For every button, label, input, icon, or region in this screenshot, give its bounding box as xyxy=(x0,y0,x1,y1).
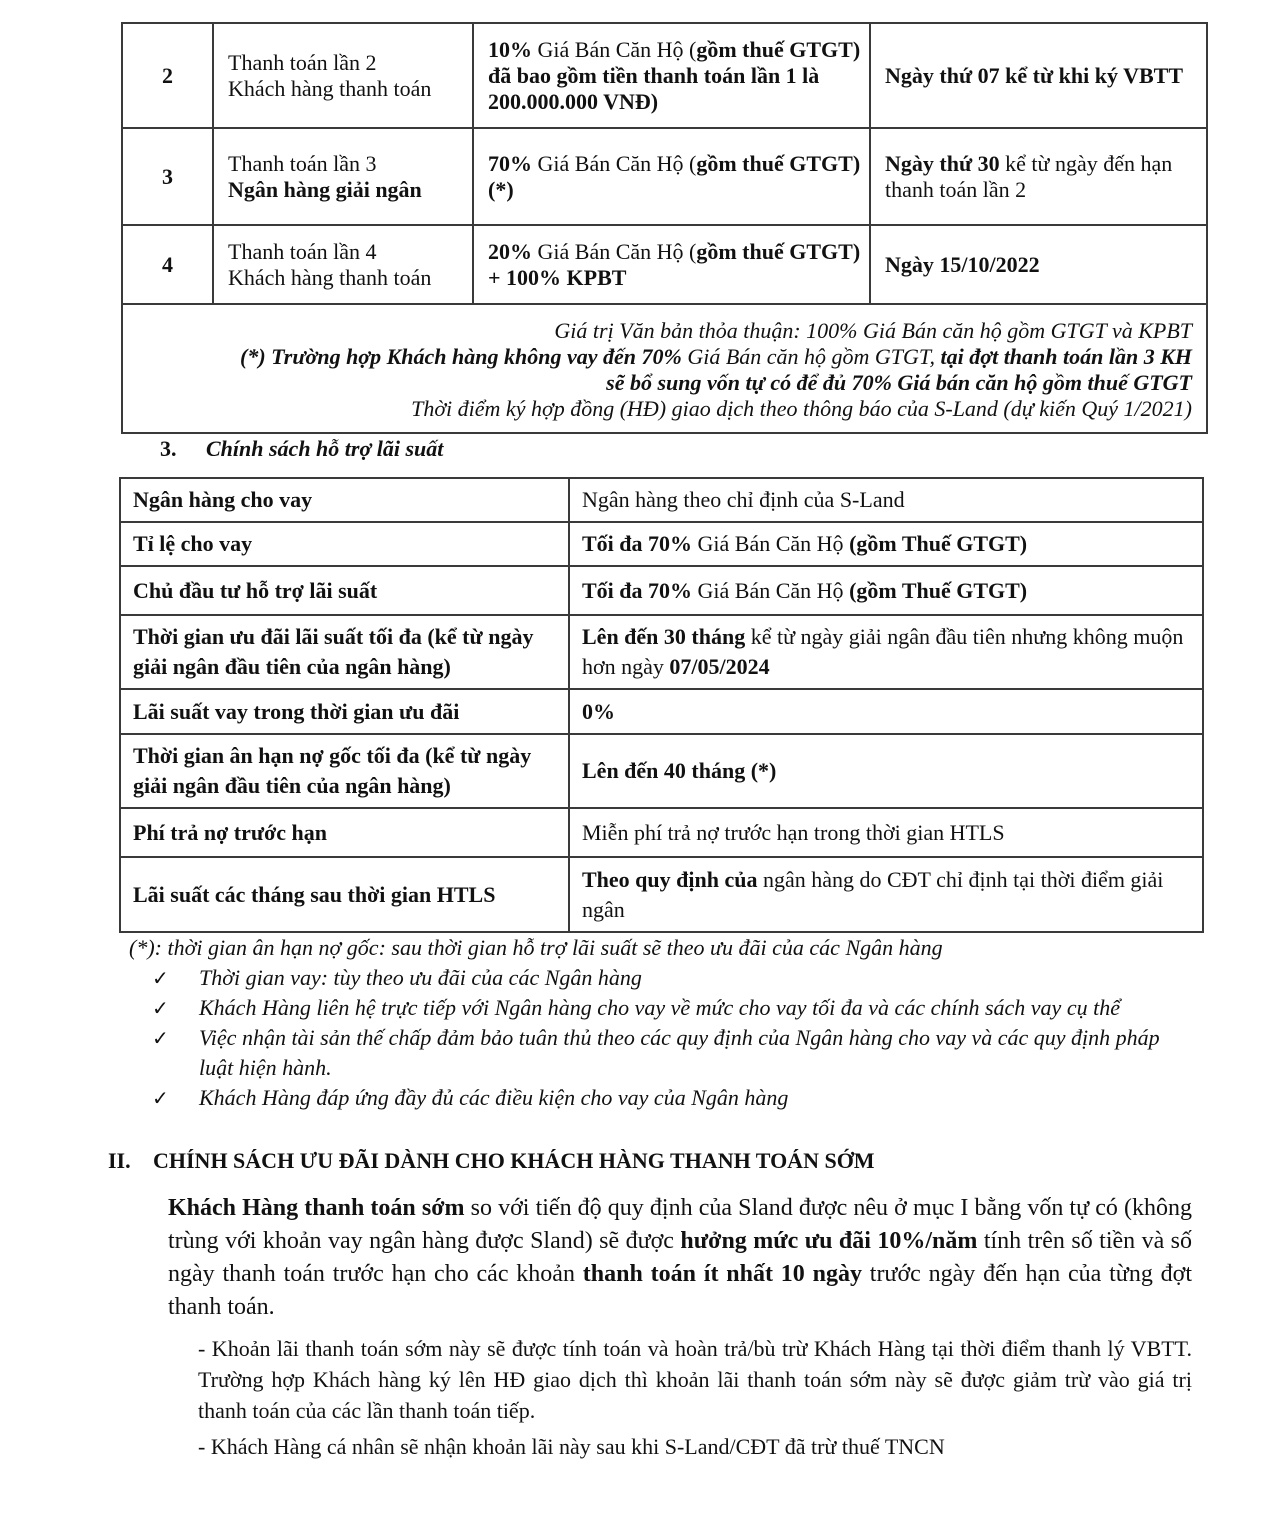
amount-percent: 70% xyxy=(488,150,532,176)
policy-key: Lãi suất vay trong thời gian ưu đãi xyxy=(120,689,569,734)
time-rest: kể từ ngày đến hạn thanh toán lần 2 xyxy=(885,150,1173,202)
value-bold: (gồm Thuế GTGT) xyxy=(849,531,1028,556)
early-payment-paragraph xyxy=(168,1192,1192,1324)
check-icon: ✓ xyxy=(152,998,169,1020)
policy-value: 0% xyxy=(569,689,1203,734)
para-text: tính trên số tiền và số ngày thanh toán trước hạn cho các khoản xyxy=(168,1228,1193,1287)
table-row xyxy=(120,734,1203,808)
note-line xyxy=(137,344,1192,370)
note-item: Thời gian vay: tùy theo ưu đãi của các Ngân hàng xyxy=(199,965,642,990)
value-text: kể từ ngày giải ngân đầu tiên nhưng không muộn hơn ngày xyxy=(582,624,1184,679)
payer-label: Khách hàng thanh toán xyxy=(228,75,432,101)
installment-stage xyxy=(213,225,473,304)
policy-key: Lãi suất các tháng sau thời gian HTLS xyxy=(120,857,569,932)
installment-stage xyxy=(213,128,473,225)
table-row xyxy=(122,23,1207,128)
value-bold: (gồm Thuế GTGT) xyxy=(849,577,1028,603)
note-bold: (*) Trường hợp Khách hàng không vay đến 70% xyxy=(240,343,682,369)
check-icon: ✓ xyxy=(152,968,169,990)
early-payment-bullet: - Khoản lãi thanh toán sớm này sẽ được tính toán và hoàn trả/bù trừ Khách Hàng tại thời điểm thanh lý VBTT. Trường hợp Khách hàng ký lên HĐ giao dịch thì khoản lãi thanh toán sớm này sẽ được giảm trừ vào giá trị thanh toán của các lần thanh toán tiếp. xyxy=(198,1336,1192,1423)
installment-amount xyxy=(473,128,870,225)
installment-amount xyxy=(473,225,870,304)
policy-value xyxy=(569,522,1203,566)
payment-notes xyxy=(122,304,1207,433)
table-row xyxy=(122,304,1207,433)
policy-key: Chủ đầu tư hỗ trợ lãi suất xyxy=(120,566,569,615)
value-text: Giá Bán Căn Hộ xyxy=(692,577,850,603)
para-text: trước ngày đến hạn của từng đợt thanh toán. xyxy=(168,1261,1192,1320)
policy-value: Miễn phí trả nợ trước hạn trong thời gian HTLS xyxy=(569,808,1203,857)
table-row xyxy=(120,808,1203,857)
check-icon: ✓ xyxy=(152,1028,169,1050)
payment-schedule-table xyxy=(121,22,1208,434)
amount-detail: gồm thuế GTGT) + 100% KPBT xyxy=(488,238,861,290)
table-row xyxy=(120,689,1203,734)
value-bold: Lên đến 30 tháng xyxy=(582,624,746,649)
installment-time: Ngày thứ 07 kể từ khi ký VBTT xyxy=(870,23,1207,128)
table-row xyxy=(120,566,1203,615)
amount-detail: gồm thuế GTGT) đã bao gồm tiền thanh toán lần 1 là 200.000.000 VNĐ) xyxy=(488,36,861,114)
loan-footnote: (*): thời gian ân hạn nợ gốc: sau thời gian hỗ trợ lãi suất sẽ theo ưu đãi của các Ngân hàng xyxy=(129,935,943,960)
note-item: Khách Hàng liên hệ trực tiếp với Ngân hàng cho vay về mức cho vay tối đa và các chính sách vay cụ thể xyxy=(199,995,1120,1020)
policy-value: Ngân hàng theo chỉ định của S-Land xyxy=(569,478,1203,522)
table-row xyxy=(122,128,1207,225)
para-bold: thanh toán ít nhất 10 ngày xyxy=(582,1261,862,1287)
table-row xyxy=(120,522,1203,566)
policy-value xyxy=(569,615,1203,689)
amount-text: Giá Bán Căn Hộ ( xyxy=(532,150,697,176)
note-item: Việc nhận tài sản thế chấp đảm bảo tuân thủ theo các quy định của Ngân hàng cho vay và các quy định pháp luật hiện hành. xyxy=(199,1025,1160,1080)
early-payment-bullet: - Khách Hàng cá nhân sẽ nhận khoản lãi này sau khi S-Land/CĐT đã trừ thuế TNCN xyxy=(198,1434,945,1459)
section-title: CHÍNH SÁCH ƯU ĐÃI DÀNH CHO KHÁCH HÀNG THANH TOÁN SỚM xyxy=(153,1148,875,1173)
policy-value xyxy=(569,566,1203,615)
check-icon: ✓ xyxy=(152,1088,169,1110)
note-text: Giá Bán căn hộ gồm GTGT, xyxy=(681,343,941,369)
section-heading xyxy=(108,1148,875,1174)
installment-time xyxy=(870,128,1207,225)
amount-percent: 20% xyxy=(488,238,532,264)
policy-key: Ngân hàng cho vay xyxy=(120,478,569,522)
para-bold: hưởng mức ưu đãi 10%/năm xyxy=(680,1228,978,1254)
policy-value: Lên đến 40 tháng (*) xyxy=(569,734,1203,808)
payer-label: Ngân hàng giải ngân xyxy=(228,176,422,202)
stage-label: Thanh toán lần 3 xyxy=(228,150,377,176)
value-text: Giá Bán Căn Hộ xyxy=(692,531,850,556)
section-heading xyxy=(160,436,443,462)
para-text: so với tiến độ quy định của Sland được nêu ở mục I bằng vốn tự có (không trùng với khoản vay ngân hàng được Sland) sẽ được xyxy=(168,1195,1192,1254)
table-row xyxy=(122,225,1207,304)
installment-time: Ngày 15/10/2022 xyxy=(870,225,1207,304)
policy-key: Thời gian ưu đãi lãi suất tối đa (kể từ ngày giải ngân đầu tiên của ngân hàng) xyxy=(120,615,569,689)
value-bold: Tối đa 70% xyxy=(582,577,693,603)
table-row xyxy=(120,615,1203,689)
table-row xyxy=(120,857,1203,932)
amount-text: Giá Bán Căn Hộ ( xyxy=(532,36,697,62)
para-bold: Khách Hàng thanh toán sớm xyxy=(168,1195,465,1221)
amount-detail: gồm thuế GTGT) (*) xyxy=(488,150,861,202)
installment-number: 4 xyxy=(122,225,213,304)
stage-label: Thanh toán lần 4 xyxy=(228,238,377,264)
note-item: Khách Hàng đáp ứng đầy đủ các điều kiện cho vay của Ngân hàng xyxy=(199,1085,789,1110)
value-bold: Theo quy định của xyxy=(582,866,758,892)
table-row xyxy=(120,478,1203,522)
policy-value xyxy=(569,857,1203,932)
value-bold: 07/05/2024 xyxy=(669,654,770,679)
payer-label: Khách hàng thanh toán xyxy=(228,264,432,290)
time-bold: Ngày thứ 30 xyxy=(885,150,1000,176)
section-title: Chính sách hỗ trợ lãi suất xyxy=(206,436,444,461)
installment-stage xyxy=(213,23,473,128)
note-line: Giá trị Văn bản thỏa thuận: 100% Giá Bán căn hộ gồm GTGT và KPBT xyxy=(554,317,1192,343)
value-bold: Tối đa 70% xyxy=(582,531,693,556)
amount-percent: 10% xyxy=(488,36,532,62)
installment-amount xyxy=(473,23,870,128)
section-number: II. xyxy=(108,1148,131,1173)
amount-text: Giá Bán Căn Hộ ( xyxy=(532,238,697,264)
note-bold: tại đợt thanh toán lần 3 KH xyxy=(940,343,1192,369)
note-line: Thời điểm ký hợp đồng (HĐ) giao dịch theo thông báo của S-Land (dự kiến Quý 1/2021) xyxy=(411,395,1192,421)
value-text: ngân hàng do CĐT chỉ định tại thời điểm giải ngân xyxy=(582,866,1164,922)
stage-label: Thanh toán lần 2 xyxy=(228,49,377,75)
section-number: 3. xyxy=(160,436,177,461)
loan-policy-table xyxy=(119,477,1204,933)
note-line: sẽ bổ sung vốn tự có để đủ 70% Giá bán căn hộ gồm thuế GTGT xyxy=(606,369,1192,395)
installment-number: 2 xyxy=(122,23,213,128)
installment-number: 3 xyxy=(122,128,213,225)
policy-key: Thời gian ân hạn nợ gốc tối đa (kể từ ngày giải ngân đầu tiên của ngân hàng) xyxy=(120,734,569,808)
policy-key: Tỉ lệ cho vay xyxy=(120,522,569,566)
policy-key: Phí trả nợ trước hạn xyxy=(120,808,569,857)
